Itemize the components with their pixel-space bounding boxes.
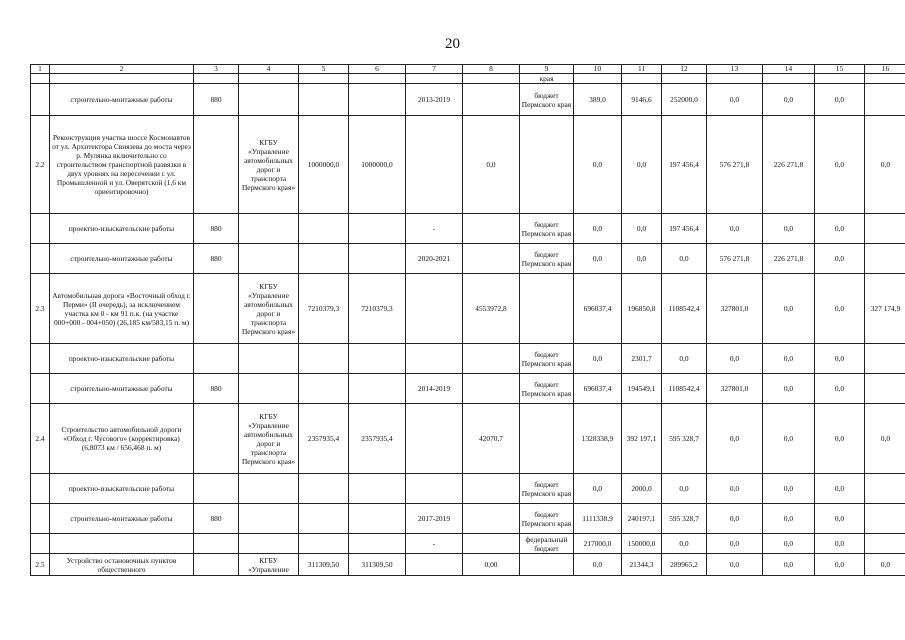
table-cell: 0,0 [865,554,905,576]
table-cell [349,374,406,404]
table-cell [239,244,299,274]
table-cell: 0,0 [707,214,763,244]
table-cell: 2.4 [31,404,50,474]
table-cell [349,534,406,554]
table-cell [239,474,299,504]
table-cell: 0,0 [574,554,622,576]
table-cell [865,214,905,244]
table-cell [31,534,50,554]
table-cell: 2357935,4 [299,404,349,474]
table-cell: 0,0 [574,474,622,504]
table-cell: 0,0 [815,404,865,474]
table-cell: строительно-монтажные работы [50,84,194,116]
table-cell: 1000000,0 [349,116,406,214]
continuation-row [31,74,905,84]
table-cell: бюджет Пермского края [520,504,574,534]
table-cell [239,504,299,534]
table-cell: 4553972,8 [463,274,520,344]
table-cell: бюджет Пермского края [520,474,574,504]
table-cell: 595 328,7 [662,404,707,474]
table-cell: федеральный бюджет [520,534,574,554]
header-cell: 15 [815,65,865,74]
table-cell [865,474,905,504]
table-cell: Реконструкция участка шоссе Космонавтов от ул. Архитектора Свиязева до моста через р. Мулянка включительно со строительством транспортной развязки в двух уровнях на пересечении с ул. Промышленной и ул. Оверятской (1,6 км ориентировочно) [50,116,194,214]
table-row-subitem [31,534,905,554]
table-cell: 0,0 [815,244,865,274]
header-cell: 7 [406,65,463,74]
table-cell: КГБУ «Управление автомобильных дорог и транспорта Пермского края» [239,274,299,344]
table-cell: 0,0 [865,116,905,214]
table-row-project [31,554,905,576]
table-cell [520,404,574,474]
table-cell [463,474,520,504]
table-cell [463,214,520,244]
header-cell: 3 [194,65,239,74]
table-cell: 194549,1 [622,374,662,404]
table-cell: бюджет Пермского края [520,344,574,374]
table-cell: 0,0 [763,84,815,116]
table-cell: 226 271,8 [763,116,815,214]
table-cell: 0,0 [707,344,763,374]
table-cell [194,474,239,504]
table-cell: 2.5 [31,554,50,576]
table-cell [239,374,299,404]
table-cell: 0,0 [707,404,763,474]
table-cell: 0,0 [574,344,622,374]
header-cell: 13 [707,65,763,74]
header-cell: 11 [622,65,662,74]
table-cell: 0,0 [763,404,815,474]
table-cell: 2.3 [31,274,50,344]
table-cell: 1108542,4 [662,374,707,404]
table-cell: 392 197,1 [622,404,662,474]
table-cell [194,554,239,576]
header-cell: 12 [662,65,707,74]
table-cell: 0,0 [574,244,622,274]
header-cell: 6 [349,65,406,74]
table-cell [463,534,520,554]
table-cell [349,504,406,534]
table-cell: Устройство остановочных пунктов общественного [50,554,194,576]
table-cell [406,474,463,504]
table-cell: 327801,0 [707,374,763,404]
table-cell [520,116,574,214]
table-cell: строительно-монтажные работы [50,244,194,274]
table-cell: 0,0 [763,534,815,554]
table-cell: 0,0 [463,116,520,214]
table-cell [299,504,349,534]
table-cell: 0,0 [815,214,865,244]
table-cell: 595 328,7 [662,504,707,534]
table-cell: 1000000,0 [299,116,349,214]
continuation-cell: края [520,74,574,84]
table-cell: 42070,7 [463,404,520,474]
table-cell: КГБУ «Управление автомобильных дорог и транспорта Пермского края» [239,116,299,214]
table-cell: - [406,214,463,244]
table-cell [31,344,50,374]
table-cell [406,404,463,474]
table-cell: 0,0 [662,534,707,554]
table-row-subitem [31,214,905,244]
header-cell: 16 [865,65,905,74]
table-cell: 0,0 [662,244,707,274]
header-cell: 8 [463,65,520,74]
table-cell: Автомобильная дорога «Восточный обход г. Перми» (II очередь), за исключением участка км 0 - км 91 п.к. (на участке 000+000 - 004+050) (26,185 км/583,15 п. м) [50,274,194,344]
table-cell: проектно-изыскательские работы [50,474,194,504]
table-cell: 327801,0 [707,274,763,344]
table-cell: 880 [194,504,239,534]
table-cell: 0,0 [815,554,865,576]
table-row-subitem [31,504,905,534]
table-cell: 217000,0 [574,534,622,554]
table-cell: 0,0 [763,504,815,534]
table-cell [31,84,50,116]
table-cell [194,534,239,554]
table-cell [520,554,574,576]
table-cell: 7210379,3 [349,274,406,344]
table-cell [239,214,299,244]
table-cell: 327 174,9 [865,274,905,344]
table-cell [299,344,349,374]
table-cell: проектно-изыскательские работы [50,214,194,244]
table-cell [865,84,905,116]
table-cell [463,84,520,116]
table-cell: 0,0 [815,116,865,214]
table-cell: 2000,0 [622,474,662,504]
header-cell: 9 [520,65,574,74]
table-row-subitem [31,84,905,116]
table-cell [299,244,349,274]
table-cell: КГБУ «Управление автомобильных дорог и транспорта Пермского края» [239,404,299,474]
table-cell: строительно-монтажные работы [50,374,194,404]
table-cell: 0,0 [622,116,662,214]
table-cell [194,274,239,344]
table-cell: 7210379,3 [299,274,349,344]
table-cell [463,244,520,274]
table-cell: 880 [194,84,239,116]
table-cell [865,244,905,274]
table-cell: 0,0 [707,84,763,116]
table-cell [520,274,574,344]
table-cell: 0,0 [707,554,763,576]
table-cell: 289965,2 [662,554,707,576]
table-row-subitem [31,474,905,504]
table-cell: 2020-2021 [406,244,463,274]
table-cell: 0,0 [815,374,865,404]
table-cell [31,474,50,504]
table-cell: 240197,1 [622,504,662,534]
table-cell: 0,0 [815,84,865,116]
table-cell: бюджет Пермского края [520,214,574,244]
table-cell: 21344,3 [622,554,662,576]
table-cell [299,214,349,244]
header-cell: 5 [299,65,349,74]
table-cell: бюджет Пермского края [520,374,574,404]
table-cell [299,374,349,404]
table-cell: 1328338,9 [574,404,622,474]
table-cell: 1108542,4 [662,274,707,344]
table-cell [239,84,299,116]
table-row-subitem [31,344,905,374]
table-cell: 197 456,4 [662,116,707,214]
table-cell: 0,0 [763,274,815,344]
table-cell: 880 [194,214,239,244]
table-cell: 0,0 [815,474,865,504]
table-cell [865,374,905,404]
table-cell: 2014-2019 [406,374,463,404]
table-cell [31,504,50,534]
header-row [31,65,905,74]
table-cell: 2.2 [31,116,50,214]
table-cell [31,244,50,274]
table-cell: 880 [194,244,239,274]
table-cell [463,504,520,534]
table-cell: 0,0 [763,474,815,504]
table-cell: 196850,8 [622,274,662,344]
table-cell: 0,0 [763,554,815,576]
table-cell: 576 271,8 [707,244,763,274]
table-cell: 0,0 [622,244,662,274]
table-cell [406,344,463,374]
table-cell [349,214,406,244]
table-cell [194,116,239,214]
table-row-subitem [31,244,905,274]
header-cell: 10 [574,65,622,74]
table-cell [865,344,905,374]
table-cell: 0,0 [815,534,865,554]
table-cell: 0,0 [763,214,815,244]
header-cell: 2 [50,65,194,74]
table-cell: 389,0 [574,84,622,116]
table-cell [31,214,50,244]
header-cell: 4 [239,65,299,74]
table-cell: 576 271,8 [707,116,763,214]
table-cell: КГБУ «Управление [239,554,299,576]
table-cell: 0,0 [574,116,622,214]
table-cell [406,554,463,576]
table-cell: 9146,6 [622,84,662,116]
table-cell: 0,0 [815,504,865,534]
table-cell [349,84,406,116]
table-cell: - [406,534,463,554]
table-cell: проектно-изыскательские работы [50,344,194,374]
table-cell: 696037,4 [574,274,622,344]
table-cell [299,84,349,116]
table-cell [406,116,463,214]
table-cell [463,344,520,374]
table-cell: 0,0 [815,274,865,344]
header-cell: 14 [763,65,815,74]
table-row-project [31,404,905,474]
table-cell: 2013-2019 [406,84,463,116]
table-cell: бюджет Пермского края [520,244,574,274]
program-table [30,64,905,576]
table-cell: 0,0 [815,344,865,374]
table-cell [865,504,905,534]
table-row-project [31,274,905,344]
table-cell: 2301,7 [622,344,662,374]
table-cell: 150000,0 [622,534,662,554]
table-cell: 1111338,9 [574,504,622,534]
table-cell: бюджет Пермского края [520,84,574,116]
table-cell [299,474,349,504]
table-cell: 2017-2019 [406,504,463,534]
table-cell: строительно-монтажные работы [50,504,194,534]
table-cell: 0,0 [763,344,815,374]
table-cell [31,374,50,404]
table-cell: 252000,0 [662,84,707,116]
table-cell [865,534,905,554]
table-cell: 0,0 [707,534,763,554]
table-cell: Строительство автомобильной дороги «Обход г. Чусового» (корректировка) (6,8073 км / 656,468 п. м) [50,404,194,474]
table-row-subitem [31,374,905,404]
table-cell: 311309,50 [299,554,349,576]
table-cell: 0,0 [574,214,622,244]
table-row-project [31,116,905,214]
table-cell: 880 [194,374,239,404]
table-cell [406,274,463,344]
table-cell: 0,0 [707,474,763,504]
table-cell: 311309,50 [349,554,406,576]
table-cell [349,344,406,374]
table-cell: 0,0 [707,504,763,534]
table-cell [299,534,349,554]
table-cell: 226 271,8 [763,244,815,274]
table-cell: 0,0 [622,214,662,244]
table-cell [239,534,299,554]
table-cell [349,474,406,504]
table-cell [463,374,520,404]
table-cell: 0,0 [662,474,707,504]
table-cell: 696037,4 [574,374,622,404]
table-cell [194,344,239,374]
page-number: 20 [445,36,460,52]
table-cell: 0,0 [763,374,815,404]
table-cell: 2357935,4 [349,404,406,474]
table-cell [349,244,406,274]
header-cell: 1 [31,65,50,74]
table-cell: 0,0 [662,344,707,374]
table-cell: 0,00 [463,554,520,576]
table-cell [194,404,239,474]
table-cell: 197 456,4 [662,214,707,244]
table-cell: 0,0 [865,404,905,474]
table-cell [239,344,299,374]
table-cell [50,534,194,554]
